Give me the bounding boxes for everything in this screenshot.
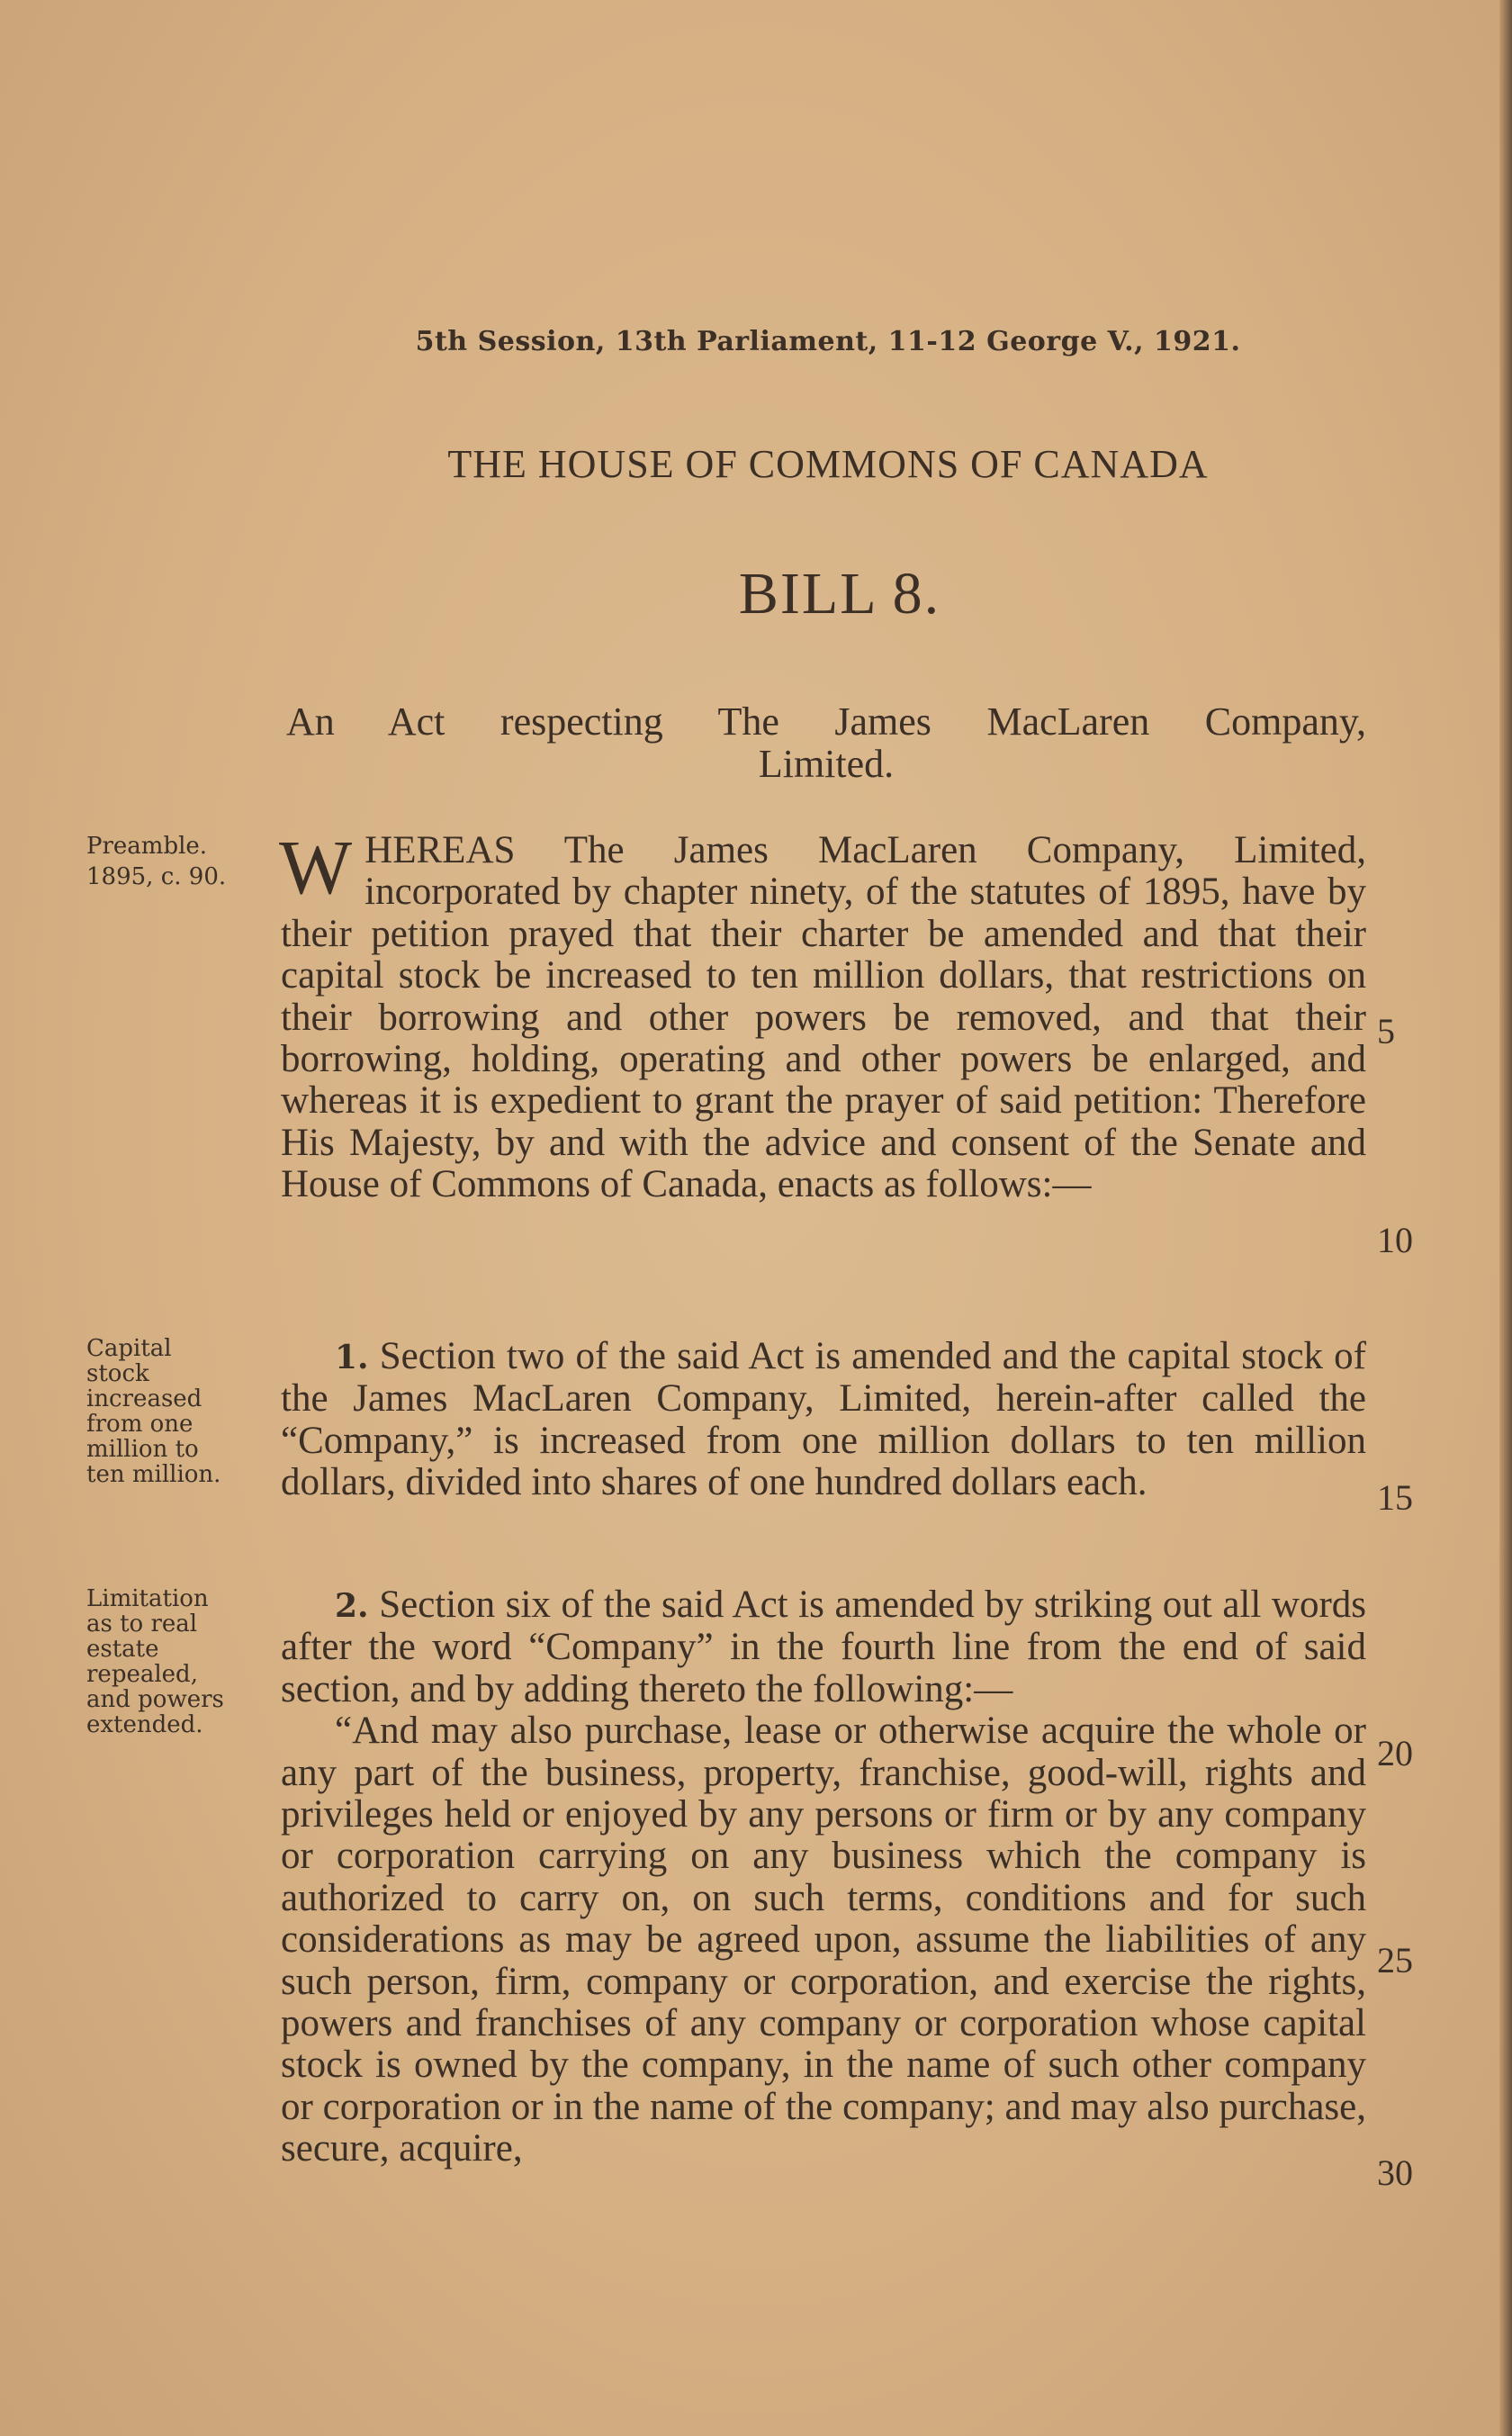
preamble-reference: 1895, c. 90. bbox=[86, 863, 227, 890]
preamble-text: HEREAS The James MacLaren Company, Limited, incorporated by chapter ninety, of the statutes of 1895, have by their petition prayed that their charter be amended and that their capital stock be increased to ten million dollars, that restrictions on their borrowing and other powers be removed, and that their borrowing, holding, operating and other powers be enlarged, and whereas it is expedient to grant the prayer of said petition: Therefore His Majesty, by and with the advice and consent of the Senate and House of Commons of Canada, enacts as follows:— bbox=[281, 829, 1366, 1206]
session-heading: 5th Session, 13th Parliament, 11-12 George V., 1921. bbox=[415, 326, 1241, 357]
margin-note-section1: Capital stock increased from one million to ten million. bbox=[86, 1335, 221, 1488]
drop-cap: W bbox=[279, 824, 353, 910]
margin-note-preamble bbox=[86, 834, 248, 889]
house-heading: THE HOUSE OF COMMONS OF CANADA bbox=[447, 442, 1209, 486]
act-title-line1: An Act respecting The James MacLaren Company, bbox=[286, 699, 1366, 744]
margin-note-section2: Limitation as to real estate repealed, and powers extended. bbox=[86, 1585, 224, 1738]
line-number: 20 bbox=[1377, 1733, 1413, 1773]
section-2-quote: “And may also purchase, lease or otherwise acquire the whole or any part of the business, property, franchise, good-will, rights and privileges held or enjoyed by any persons or firm or by any company or corporation carrying on any business which the company is authorized to carry on, on such terms, conditions and for such considerations as may be agreed upon, assume the liabilities of any such person, firm, company or corporation, and exercise the rights, powers and franchises of any company or corporation whose capital stock is owned by the company, in the name of such other company or corporation or in the name of the company; and may also purchase, secure, acquire, bbox=[281, 1710, 1366, 2170]
section-1 bbox=[281, 1336, 1366, 1504]
preamble-paragraph bbox=[279, 824, 1366, 1206]
line-number: 25 bbox=[1377, 1940, 1413, 1980]
preamble-label: Preamble. bbox=[86, 833, 208, 860]
page-edge-shadow bbox=[1499, 0, 1512, 2436]
section-2-number: 2. bbox=[335, 1587, 369, 1625]
line-number: 15 bbox=[1377, 1477, 1413, 1518]
act-title-line2: Limited. bbox=[758, 742, 895, 786]
line-number: 10 bbox=[1377, 1220, 1413, 1260]
section-1-number: 1. bbox=[335, 1339, 369, 1376]
act-title bbox=[286, 700, 1366, 785]
section-1-text: Section two of the said Act is amended and the capital stock of the James MacLaren Company, Limited, herein-after called the “Company,” is increased from one million dollars to ten million dollars, divided into shares of one hundred dollars each. bbox=[281, 1335, 1367, 1504]
section-2 bbox=[281, 1584, 1366, 2170]
bill-number: BILL 8. bbox=[738, 561, 941, 627]
line-number: 30 bbox=[1377, 2152, 1413, 2193]
section-2-text: Section six of the said Act is amended by striking out all words after the word “Company” in the fourth line from the end of said section, and by adding thereto the following:— bbox=[281, 1583, 1366, 1710]
line-number: 5 bbox=[1377, 1011, 1395, 1051]
